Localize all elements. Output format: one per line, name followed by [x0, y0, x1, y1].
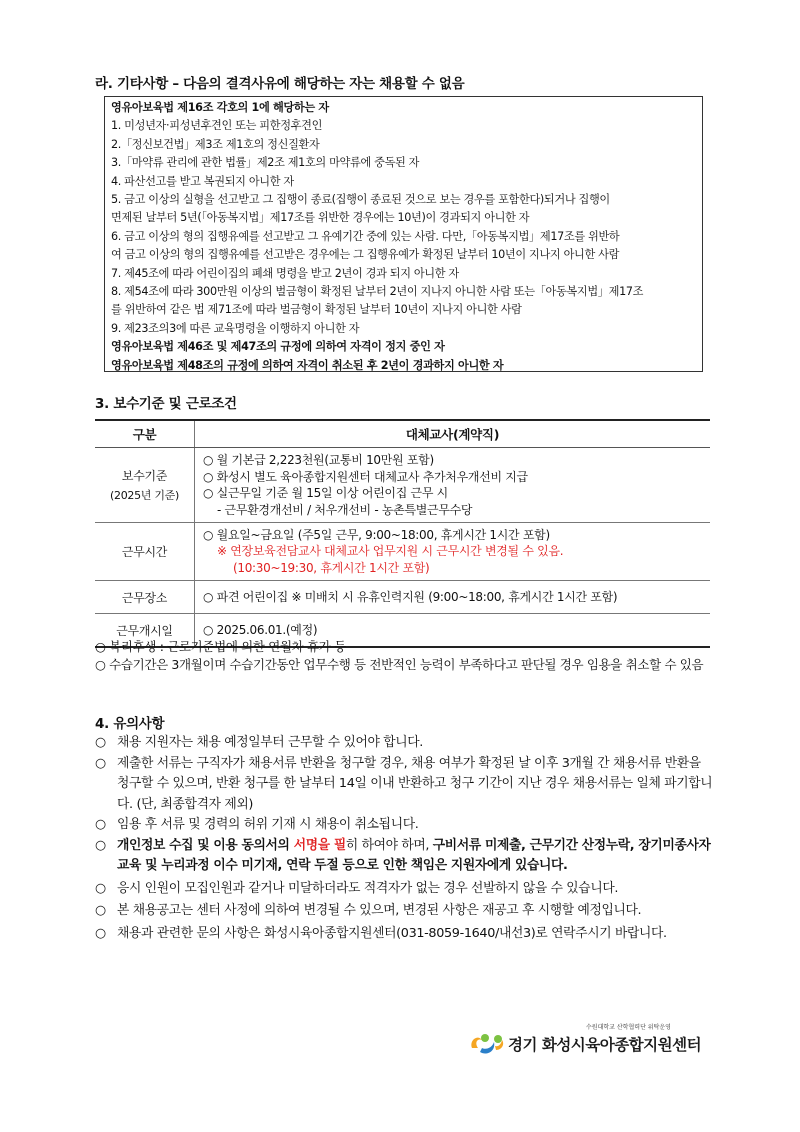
operator-text: 수원대학교 산학협력단 위탁운영 — [586, 1024, 671, 1031]
list-item: ○ 제출한 서류는 구직자가 채용서류 반환을 청구할 경우, 채용 여부가 확정된 날 이후 3개월 간 채용서류 반환을 청구할 수 있으며, 반환 청구를 한 날부터 14일 이내 반환하고 청구 기간이 지난 경우 채용서류는 일체 파기합니다. (단, 최종합격자 제외) — [95, 755, 713, 812]
list-item: ○ 응시 인원이 모집인원과 같거나 미달하더라도 적격자가 없는 경우 선발하지 않을 수 있습니다. — [95, 879, 715, 900]
pay-line: - 근무환경개선비 / 처우개선비 - 농촌특별근무수당 — [217, 502, 473, 517]
disqual-line: 5. 금고 이상의 실형을 선고받고 그 집행이 종료(집행이 종료된 것으로 보는 경우를 포함한다)되거나 집행이 — [111, 193, 610, 207]
section-ra-title: 라. 기타사항 – 다음의 결격사유에 해당하는 자는 채용할 수 없음 — [95, 76, 465, 92]
circle-bullet-icon: ○ — [95, 903, 106, 918]
start-line: ○ 2025.06.01.(예정) — [203, 622, 318, 637]
header-substitute-teacher: 대체교사(계약직) — [195, 420, 711, 448]
place-line: ○ 파견 어린이집 ※ 미배치 시 유휴인력지원 (9:00~18:00, 휴게시간 1시간 포함) — [203, 589, 618, 604]
disqual-line: 1. 미성년자·피성년후견인 또는 피한정후견인 — [111, 119, 323, 133]
disqualification-box — [104, 96, 703, 372]
pay-line: ○ 화성시 별도 육아종합지원센터 대체교사 추가처우개선비 지급 — [203, 469, 528, 484]
disqual-line: 영유아보육법 제46조 및 제47조의 규정에 의하여 자격이 정지 중인 자 — [111, 340, 445, 354]
list-item: ○ 임용 후 서류 및 경력의 허위 기재 시 채용이 취소됩니다. — [95, 815, 715, 836]
pay-label: 보수기준 — [121, 469, 168, 483]
center-logo — [468, 1022, 708, 1058]
list-item: ○ 채용 지원자는 채용 예정일부터 근무할 수 있어야 합니다. — [95, 733, 715, 754]
center-name: 경기 화성시육아종합지원센터 — [508, 1036, 702, 1054]
hours-notice: ※ 연장보육전담교사 대체교사 업무지원 시 근무시간 변경될 수 있음. — [217, 544, 564, 559]
disqual-line: 4. 파산선고를 받고 복권되지 아니한 자 — [111, 174, 294, 188]
hours-label: 근무시간 — [95, 523, 195, 581]
circle-bullet-icon: ○ — [95, 755, 106, 771]
disqual-line: 7. 제45조에 따라 어린이집의 폐쇄 명령을 받고 2년이 경과 되지 아니한 자 — [111, 266, 459, 280]
section4-title: 4. 유의사항 — [95, 716, 165, 732]
disqual-line: 영유아보육법 제48조의 규정에 의하여 자격이 취소된 후 2년이 경과하지 아니한 자 — [111, 358, 504, 372]
circle-bullet-icon: ○ — [95, 837, 106, 853]
welfare-note: ○ 복리후생 : 근로기준법에 의한 연월차 휴가 등 — [95, 639, 346, 654]
start-label: 근무개시일 — [95, 614, 195, 648]
disqual-line: 2.「정신보건법」제3조 제1호의 정신질환자 — [111, 137, 320, 151]
circle-bullet-icon: ○ — [95, 880, 106, 896]
disqual-line: 3.「마약류 관리에 관한 법률」제2조 제1호의 마약류에 중독된 자 — [111, 156, 420, 170]
disqual-line: 면제된 날부터 5년(「아동복지법」제17조를 위반한 경우에는 10년)이 경과되지 아니한 자 — [111, 211, 530, 225]
circle-bullet-icon: ○ — [95, 735, 106, 750]
table-row-place — [95, 581, 710, 614]
pay-sublabel: (2025년 기준) — [110, 489, 179, 502]
place-label: 근무장소 — [95, 581, 195, 614]
circle-bullet-icon: ○ — [95, 925, 106, 941]
welfare-notes — [95, 638, 710, 674]
list-item: ○ 본 채용공고는 센터 사정에 의하여 변경될 수 있으며, 변경된 사항은 재공고 후 시행할 예정입니다. — [95, 901, 715, 922]
disqual-line: 9. 제23조의3에 따른 교육명령을 이행하지 아니한 자 — [111, 321, 360, 335]
hours-notice-time: (10:30~19:30, 휴게시간 1시간 포함) — [233, 560, 430, 575]
list-item: ○ 개인정보 수집 및 이용 동의서의 서명을 필히 하여야 하며, 구비서류 미제출, 근무기간 산정누락, 장기미종사자교육 및 누리과정 이수 미기재, 연락 두절 등으로 인한 책임은 지원자에게 있습니다. — [95, 837, 711, 873]
header-category: 구분 — [95, 420, 195, 448]
disqual-line: 6. 금고 이상의 형의 집행유예를 선고받고 그 유예기간 중에 있는 사람. 다만,「아동복지법」제17조를 위반하 — [111, 229, 620, 243]
notice-list — [95, 733, 715, 944]
pay-line: ○ 실근무일 기준 월 15일 이상 어린이집 근무 시 — [203, 486, 448, 500]
disqual-line: 8. 제54조에 따라 300만원 이상의 벌금형이 확정된 날부터 2년이 지나지 아니한 사람 또는「아동복지법」제17조 — [111, 285, 644, 299]
section3-title: 3. 보수기준 및 근로조건 — [95, 396, 237, 412]
disqual-line: 영유아보육법 제16조 각호의 1에 해당하는 자 — [111, 101, 329, 114]
probation-note: ○ 수습기간은 3개월이며 수습기간동안 업무수행 등 전반적인 능력이 부족하다고 판단될 경우 임용을 취소할 수 있음 — [95, 657, 704, 672]
hours-line: ○ 월요일~금요일 (주5일 근무, 9:00~18:00, 휴게시간 1시간 포함) — [203, 527, 550, 542]
center-logo-icon — [468, 1030, 506, 1056]
disqual-line: 를 위반하여 같은 법 제71조에 따라 벌금형이 확정된 날부터 10년이 지나지 아니한 사람 — [111, 303, 522, 317]
pay-line: ○ 월 기본급 2,223천원(교통비 10만원 포함) — [203, 453, 434, 467]
table-header-row — [95, 420, 710, 448]
table-row-pay — [95, 448, 710, 523]
pay-conditions-table — [95, 419, 710, 648]
table-row-hours — [95, 523, 710, 581]
circle-bullet-icon: ○ — [95, 817, 106, 832]
list-item: ○ 채용과 관련한 문의 사항은 화성시육아종합지원센터(031-8059-1640/내선3)로 연락주시기 바랍니다. — [95, 924, 715, 945]
disqual-line: 여 금고 이상의 형의 집행유예를 선고받은 경우에는 그 집행유예가 확정된 날부터 10년이 지나지 아니한 사람 — [111, 248, 620, 262]
